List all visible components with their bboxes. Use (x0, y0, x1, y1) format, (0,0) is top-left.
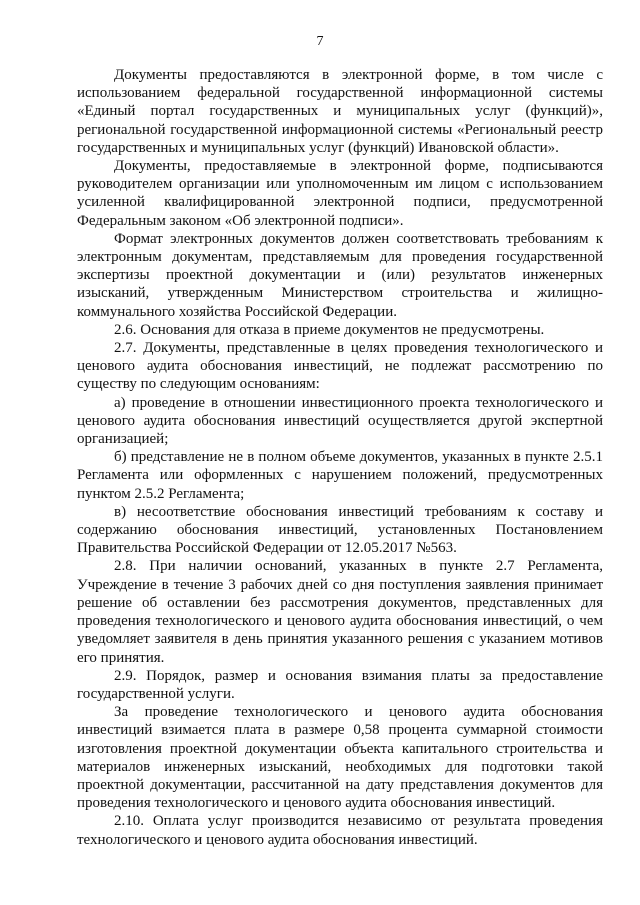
paragraph-2-6: 2.6. Основания для отказа в приеме документов не предусмотрены. (114, 321, 545, 338)
paragraph-2-7-v: в) несоответствие обоснования инвестиций требованиям к составу и содержанию обоснования инвестиций, установленных Постановлением Правительства Российской Федерации от 12.05.2017 №563. (77, 503, 603, 557)
paragraph-2-7-b: б) представление не в полном объеме документов, указанных в пункте 2.5.1 Регламента или оформленных с нарушением положений, предусмотренных пунктом 2.5.2 Регламента; (77, 449, 603, 502)
paragraph-2-7: 2.7. Документы, представленные в целях проведения технологического и ценового аудита обоснования инвестиций, не подлежат рассмотрению по существу по следующим основаниям: (77, 340, 603, 393)
page-number: 7 (316, 34, 324, 49)
paragraph-fee: За проведение технологического и ценового аудита обоснования инвестиций взимается плата в размере 0,58 процента суммарной стоимости изготовления проектной документации объекта капитального строительства и материалов инженерных изысканий, необходимых для подготовки такой проектной документации, рассчитанной на дату представления документов для проведения технологического и ценового аудита обоснования инвестиций. (77, 704, 603, 812)
paragraph-electronic-signature: Документы, предоставляемые в электронной форме, подписываются руководителем организации или уполномоченным им лицом с использованием усиленной квалифицированной электронной подписи, предусмотренной Федеральным законом «Об электронной подписи». (77, 158, 603, 229)
paragraph-2-7-a: а) проведение в отношении инвестиционного проекта технологического и ценового аудита обоснования инвестиций осуществляется другой экспертной организацией; (77, 394, 603, 448)
paragraph-2-8: 2.8. При наличии оснований, указанных в пункте 2.7 Регламента, Учреждение в течение 3 рабочих дней со дня поступления заявления принимает решение об оставлении без рассмотрения документов, представленных для проведения технологического и ценового аудита обоснования инвестиций, о чем уведомляет заявителя в день принятия указанного решения с указанием мотивов его принятия. (77, 558, 603, 666)
paragraph-2-9: 2.9. Порядок, размер и основания взимания платы за предоставление государственной услуги. (77, 667, 603, 702)
document-body (77, 66, 603, 849)
paragraph-2-10: 2.10. Оплата услуг производится независимо от результата проведения технологического и ценового аудита обоснования инвестиций. (77, 813, 603, 848)
paragraph-document-format: Формат электронных документов должен соответствовать требованиям к электронным документам, представляемым для проведения государственной экспертизы проектной документации и (или) результатов инженерных изысканий, утвержденным Министерством строительства и жилищно-коммунального хозяйства Российской Федерации. (77, 230, 603, 320)
paragraph-electronic-form: Документы предоставляются в электронной форме, в том числе с использованием федеральной государственной информационной системы «Единый портал государственных и муниципальных услуг (функций)», региональной государственной информационной системы «Региональный реестр государственных и муниципальных услуг (функций) Ивановской области». (77, 67, 603, 156)
